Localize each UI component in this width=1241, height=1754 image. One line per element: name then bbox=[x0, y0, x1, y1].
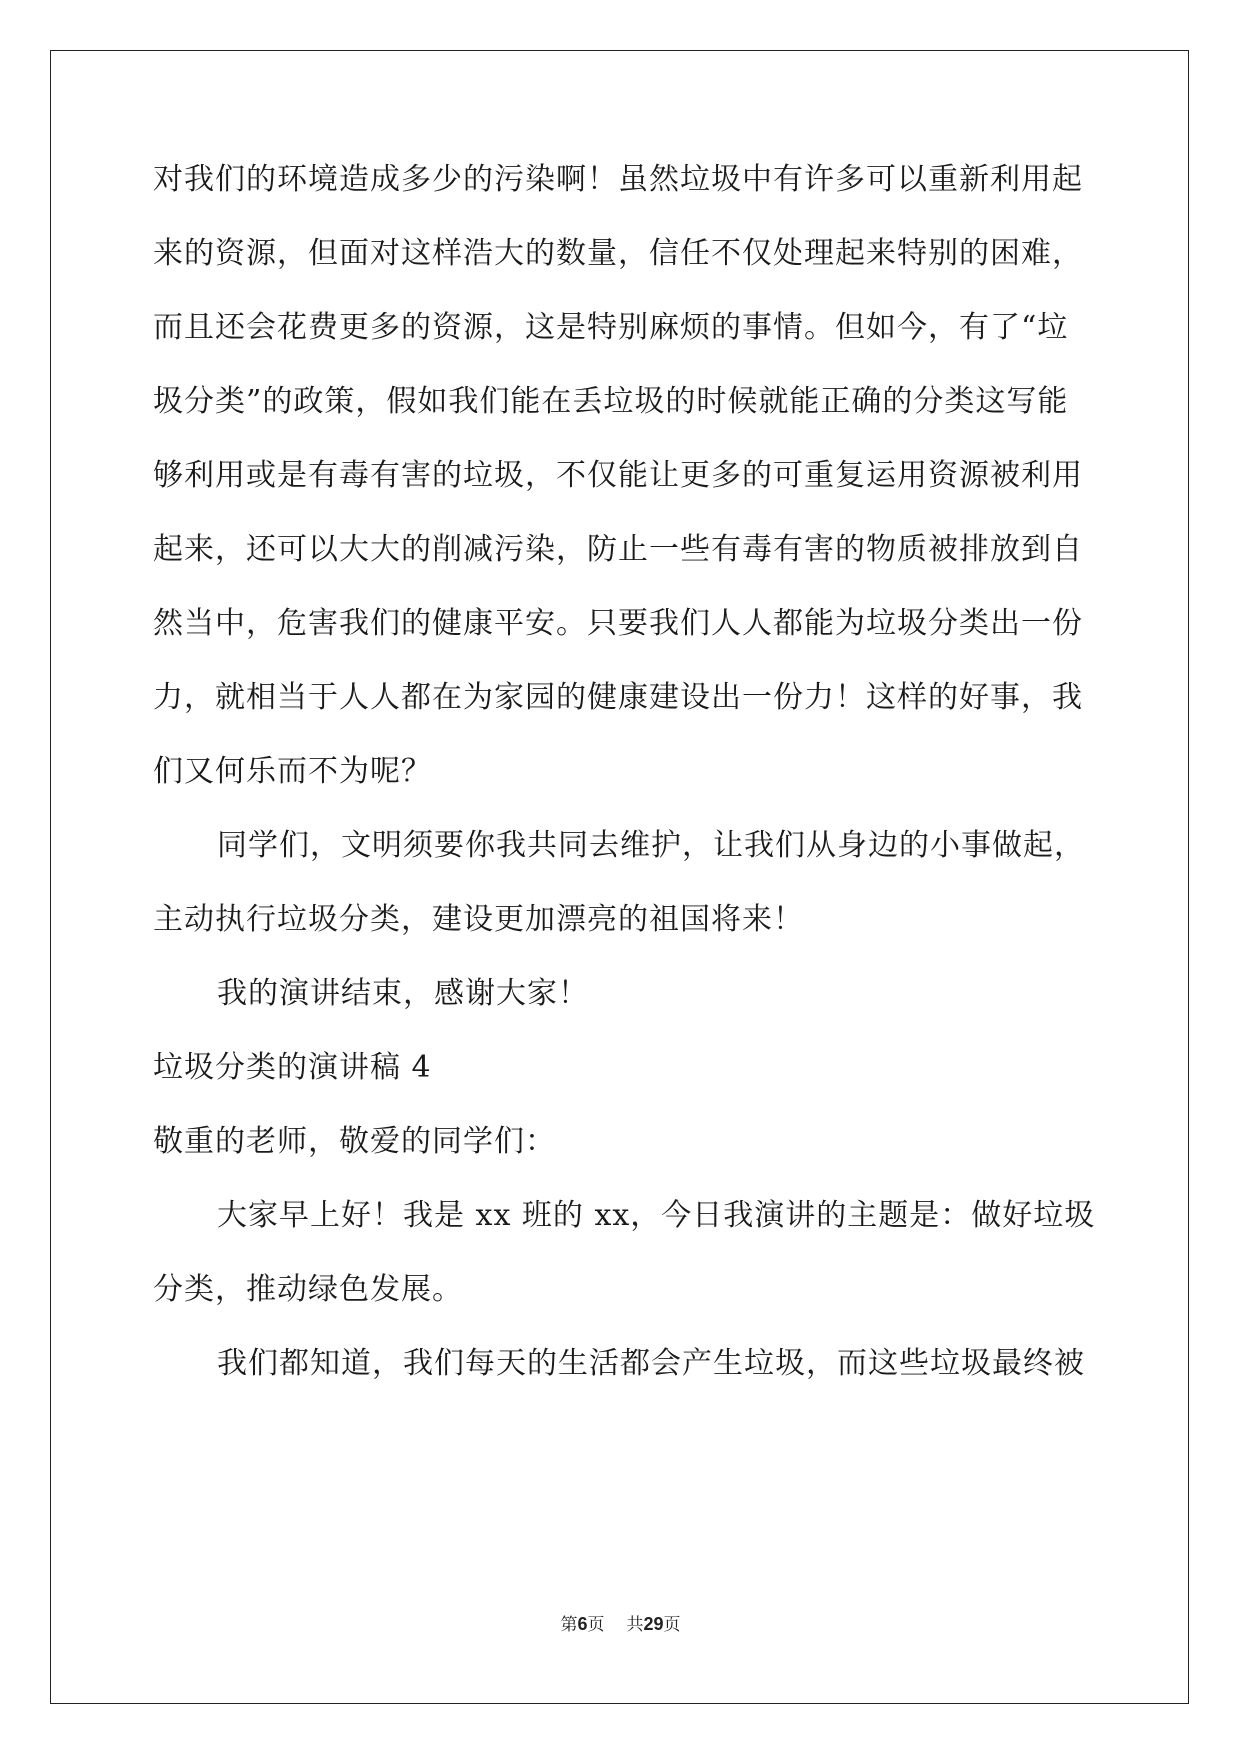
paragraph-first-line: 同学们，文明须要你我共同去维护，让我们从身边的小事做起， bbox=[217, 828, 1085, 863]
text-line: 分类，推动绿色发展。 bbox=[153, 1272, 463, 1307]
paragraph-first-line: 我的演讲结束，感谢大家！ bbox=[217, 976, 589, 1011]
total-prefix: 共 bbox=[626, 1615, 644, 1635]
text-line: 然当中，危害我们的健康平安。只要我们人人都能为垃圾分类出一份 bbox=[153, 606, 1083, 641]
page-border bbox=[50, 50, 1189, 1704]
text-line: 圾分类”的政策，假如我们能在丢垃圾的时候就能正确的分类这写能 bbox=[153, 384, 1069, 419]
text-line: 来的资源，但面对这样浩大的数量，信任不仅处理起来特别的困难， bbox=[153, 236, 1083, 271]
section-heading: 垃圾分类的演讲稿 4 bbox=[153, 1050, 432, 1085]
total-pages: 29 bbox=[643, 1614, 664, 1634]
paragraph-first-line: 我们都知道，我们每天的生活都会产生垃圾，而这些垃圾最终被 bbox=[217, 1346, 1085, 1381]
text-line: 对我们的环境造成多少的污染啊！虽然垃圾中有许多可以重新利用起 bbox=[153, 162, 1083, 197]
text-line: 主动执行垃圾分类，建设更加漂亮的祖国将来！ bbox=[153, 902, 804, 937]
text-line: 力，就相当于人人都在为家园的健康建设出一份力！这样的好事，我 bbox=[153, 680, 1083, 715]
page-unit: 页 bbox=[587, 1615, 605, 1635]
paragraph-first-line: 大家早上好！我是 xx 班的 xx，今日我演讲的主题是：做好垃圾 bbox=[217, 1198, 1096, 1233]
total-unit: 页 bbox=[663, 1615, 681, 1635]
page-footer bbox=[0, 1612, 1241, 1637]
text-line: 们又何乐而不为呢？ bbox=[153, 754, 432, 789]
salutation: 敬重的老师，敬爱的同学们： bbox=[153, 1124, 556, 1159]
text-line: 起来，还可以大大的削减污染，防止一些有毒有害的物质被排放到自 bbox=[153, 532, 1083, 567]
page-prefix: 第 bbox=[560, 1615, 578, 1635]
text-line: 够利用或是有毒有害的垃圾，不仅能让更多的可重复运用资源被利用 bbox=[153, 458, 1083, 493]
page-number: 6 bbox=[577, 1614, 588, 1634]
text-line: 而且还会花费更多的资源，这是特别麻烦的事情。但如今，有了“垃 bbox=[153, 310, 1069, 345]
